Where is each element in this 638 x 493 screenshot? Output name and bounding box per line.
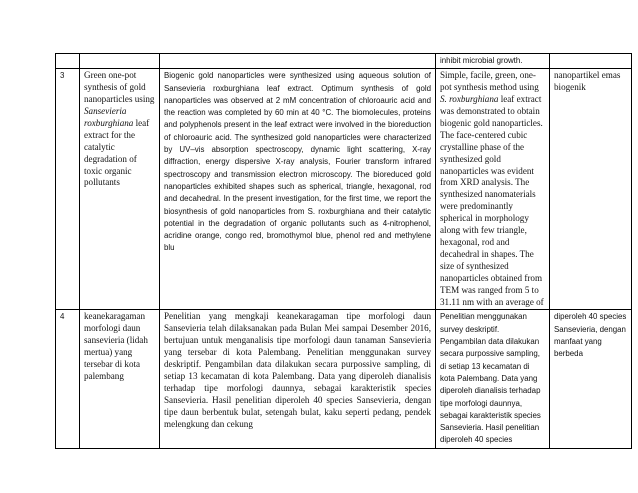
- paper-result: [436, 69, 550, 310]
- cell-title-empty: [80, 54, 160, 69]
- paper-abstract: Biogenic gold nanoparticles were synthesized using aqueous solution of Sansevieria roxburghiana leaf extract. Optimum synthesis of gold nanoparticles was observed at 2 mM concentration of chloroauric acid and the reaction was completed by 60 min at 40 °C. The biomolecules, proteins and polyphenols present in the leaf extract were involved in the bioreduction of chloroauric acid. The synthesized gold nanoparticles were characterized by UV–vis absorption spectroscopy, dynamic light scattering, X-ray diffraction, energy dispersive X-ray analysis, Fourier transform infrared spectroscopy and transmission electron microscopy. The bioreduced gold nanoparticles exhibited shapes such as spherical, triangle, hexagonal, rod and decahedral. In the present investigation, for the first time, we report the biosynthesis of gold nanoparticles from S. roxburghiana and their catalytic potential in the degradation of organic pollutants such as 4-nitrophenol, acridine orange, congo red, bromothymol blue, phenol red and methylene blu: [160, 69, 436, 310]
- cell-keywords-empty: [550, 54, 632, 69]
- paper-result-part: Simple, facile, green, one-pot synthesis method using: [440, 70, 539, 93]
- literature-review-table: [55, 53, 632, 449]
- paper-result-species: S. roxburghiana: [440, 94, 499, 105]
- paper-title: [80, 69, 160, 310]
- row-number: 4: [56, 310, 80, 448]
- paper-keywords: diperoleh 40 species Sansevieria, dengan manfaat yang berbeda: [550, 310, 632, 448]
- paper-result: Penelitian menggunakan survey deskriptif. Pengambilan data dilakukan secara purpossive sampling, di setiap 13 kecamatan di kota Palembang. Data yang diperoleh dianalisis terhadap tipe morfologi daunnya, sebagai karakteristik species Sansevieria. Hasil penelitian diperoleh 40 species: [436, 310, 550, 448]
- paper-keywords: nanopartikel emas biogenik: [550, 69, 632, 310]
- cell-abstract-empty: [160, 54, 436, 69]
- paper-title-part: leaf extract for the catalytic degradation of toxic organic pollutants: [84, 117, 150, 188]
- paper-abstract: Penelitian yang mengkaji keanekaragaman tipe morfologi daun Sansevieria telah dilaksanakan pada Bulan Mei sampai Desember 2016, bertujuan untuk menganalisis tipe morfologi daun tanaman Sansevieria yang tersebar di kota Palembang. Penelitian menggunakan survey deskriptif. Pengambilan data dilakukan secara purpossive sampling, di setiap 13 kecamatan di kota Palembang. Data yang diperoleh dianalisis terhadap tipe morfologi daunnya, sebagai karakteristik species Sansevieria. Hasil penelitian diperoleh 40 species Sansevieria, dengan tipe daun berbentuk bulat, setengah bulat, kaku seperti pedang, pendek melengkung dan cekung: [160, 310, 436, 448]
- paper-title: keanekaragaman morfologi daun sansevieria (lidah mertua) yang tersebar di kota palembang: [80, 310, 160, 448]
- paper-result-part: leaf extract was demonstrated to obtain biogenic gold nanoparticles. The face-centered cubic crystalline phase of the synthesized gold nanoparticles was evident from XRD analysis. The synthesized nanomaterials were predominantly spherical in morphology along with few triangle, hexagonal, rod and decahedral in shapes. The size of synthesized nanoparticles obtained from TEM was ranged from 5 to 31.11 nm with an average of: [440, 94, 544, 307]
- table-row: [56, 69, 632, 310]
- cell-result-previous: inhibit microbial growth.: [436, 54, 550, 69]
- row-number: 3: [56, 69, 80, 310]
- table-row: [56, 310, 632, 448]
- cell-no-empty: [56, 54, 80, 69]
- paper-title-part: Green one-pot synthesis of gold nanoparticles using: [84, 70, 155, 105]
- table-row-previous-continuation: [56, 54, 632, 69]
- paper-title-species: Sansevieria roxburghiana: [84, 106, 134, 128]
